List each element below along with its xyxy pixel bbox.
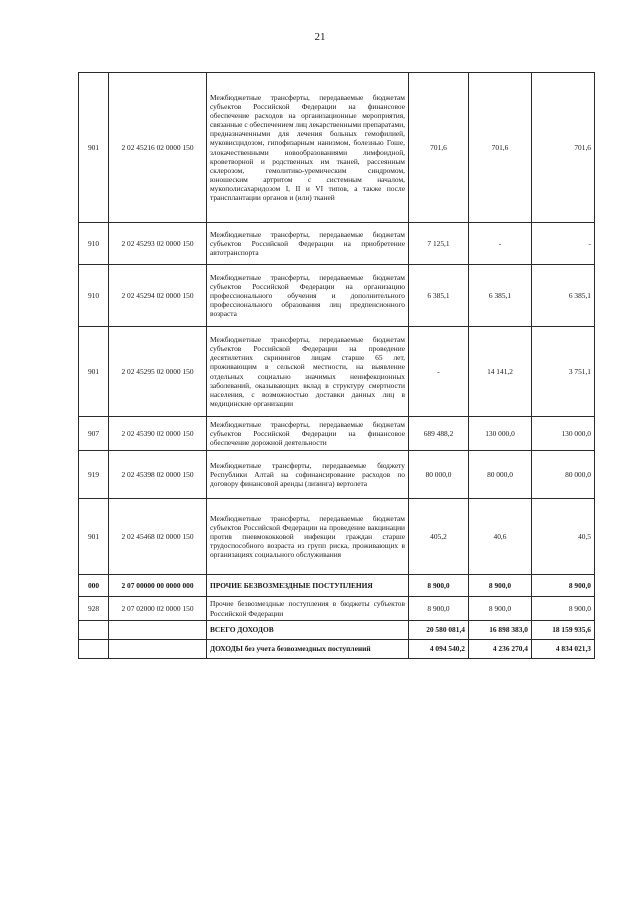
revenue-name-cell: Межбюджетные трансферты, передаваемые бюджетам субъектов Российской Федерации на проведение вакцинации против пневмококковой инфекции граждан старше трудоспособного возраста из групп риска, проживающих в организациях социального обслуживания [207, 499, 409, 575]
amount-year-3-cell: 3 751,1 [532, 327, 595, 417]
amount-year-2-cell: 8 900,0 [469, 575, 532, 597]
amount-year-2-cell: 14 141,2 [469, 327, 532, 417]
admin-code-cell: 919 [79, 451, 109, 499]
amount-year-3-cell: 40,5 [532, 499, 595, 575]
admin-code-cell: 901 [79, 499, 109, 575]
amount-year-3-cell: 6 385,1 [532, 265, 595, 327]
budget-classification-code-cell: 2 02 45293 02 0000 150 [109, 223, 207, 265]
admin-code-cell: 901 [79, 327, 109, 417]
amount-year-3-cell: 8 900,0 [532, 575, 595, 597]
budget-classification-code-cell: 2 02 45398 02 0000 150 [109, 451, 207, 499]
table-row [79, 451, 595, 499]
amount-year-2-cell: 16 898 383,0 [469, 621, 532, 640]
amount-year-2-cell: 6 385,1 [469, 265, 532, 327]
table-row [79, 575, 595, 597]
budget-classification-code-cell [109, 640, 207, 659]
table-row [79, 223, 595, 265]
amount-year-2-cell: 701,6 [469, 73, 532, 223]
revenue-name-cell: Межбюджетные трансферты, передаваемые бюджетам субъектов Российской Федерации на проведение десятилетних скринингов лицам старше 65 лет, проживающим в сельской местности, на выявление отдельных социально значимых неинфекционных заболеваний, оказывающих вклад в структуру смертности населения, с возможностью доставки данных лиц в медицинские организации [207, 327, 409, 417]
admin-code-cell: 000 [79, 575, 109, 597]
amount-year-1-cell: 701,6 [409, 73, 469, 223]
amount-year-1-cell: 7 125,1 [409, 223, 469, 265]
revenue-name-cell: Межбюджетные трансферты, передаваемые бюджетам субъектов Российской Федерации на организацию профессионального обучения и дополнительного профессионального образования лиц предпенсионного возраста [207, 265, 409, 327]
amount-year-2-cell: 130 000,0 [469, 417, 532, 451]
admin-code-cell: 910 [79, 265, 109, 327]
amount-year-1-cell: 6 385,1 [409, 265, 469, 327]
admin-code-cell: 907 [79, 417, 109, 451]
amount-year-1-cell: 8 900,0 [409, 597, 469, 621]
budget-classification-code-cell: 2 02 45390 02 0000 150 [109, 417, 207, 451]
amount-year-3-cell: 701,6 [532, 73, 595, 223]
admin-code-cell [79, 640, 109, 659]
amount-year-1-cell: 4 094 540,2 [409, 640, 469, 659]
amount-year-2-cell: 40,6 [469, 499, 532, 575]
amount-year-3-cell: 8 900,0 [532, 597, 595, 621]
revenue-name-cell: Межбюджетные трансферты, передаваемые бюджетам субъектов Российской Федерации на финансовое обеспечение дорожной деятельности [207, 417, 409, 451]
amount-year-3-cell: 80 000,0 [532, 451, 595, 499]
amount-year-3-cell: - [532, 223, 595, 265]
amount-year-2-cell: 80 000,0 [469, 451, 532, 499]
budget-classification-code-cell: 2 07 02000 02 0000 150 [109, 597, 207, 621]
revenue-name-cell: Межбюджетные трансферты, передаваемые бюджетам субъектов Российской Федерации на приобретение автотранспорта [207, 223, 409, 265]
amount-year-2-cell: - [469, 223, 532, 265]
amount-year-3-cell: 4 834 021,3 [532, 640, 595, 659]
revenue-name-cell: Межбюджетные трансферты, передаваемые бюджету Республики Алтай на софинансирование расходов по договору финансовой аренды (лизинга) вертолета [207, 451, 409, 499]
amount-year-2-cell: 8 900,0 [469, 597, 532, 621]
table-row [79, 640, 595, 659]
budget-classification-code-cell: 2 02 45294 02 0000 150 [109, 265, 207, 327]
amount-year-1-cell: 20 580 081,4 [409, 621, 469, 640]
amount-year-1-cell: 80 000,0 [409, 451, 469, 499]
table-row [79, 417, 595, 451]
table-row [79, 621, 595, 640]
table-row [79, 597, 595, 621]
budget-classification-code-cell: 2 02 45295 02 0000 150 [109, 327, 207, 417]
table-row [79, 265, 595, 327]
revenue-name-cell: Межбюджетные трансферты, передаваемые бюджетам субъектов Российской Федерации на финансовое обеспечение расходов на организационные мероприятия, связанные с обеспечением лиц лекарственными препаратами, предназначенными для лечения больных гемофилией, муковисцидозом, гипофизарным нанизмом, болезнью Гоше, злокачественными новообразованиями лимфоидной, кроветворной и родственных им тканей, рассеянным склерозом, гемолитико-уремическим синдромом, юношеским артритом с системным началом, мукополисахаридозом I, II и VI типов, а также после трансплантации органов и (или) тканей [207, 73, 409, 223]
admin-code-cell: 928 [79, 597, 109, 621]
page-number: 21 [314, 31, 326, 43]
amount-year-3-cell: 18 159 935,6 [532, 621, 595, 640]
amount-year-1-cell: 8 900,0 [409, 575, 469, 597]
revenue-name-cell: Прочие безвозмездные поступления в бюджеты субъектов Российской Федерации [207, 597, 409, 621]
table-row [79, 499, 595, 575]
amount-year-3-cell: 130 000,0 [532, 417, 595, 451]
budget-classification-code-cell [109, 621, 207, 640]
revenue-name-cell: ДОХОДЫ без учета безвозмездных поступлений [207, 640, 409, 659]
revenue-name-cell: ВСЕГО ДОХОДОВ [207, 621, 409, 640]
amount-year-1-cell: - [409, 327, 469, 417]
budget-classification-code-cell: 2 02 45216 02 0000 150 [109, 73, 207, 223]
table-row [79, 327, 595, 417]
revenue-table [78, 72, 595, 659]
admin-code-cell: 901 [79, 73, 109, 223]
amount-year-2-cell: 4 236 270,4 [469, 640, 532, 659]
revenue-name-cell: ПРОЧИЕ БЕЗВОЗМЕЗДНЫЕ ПОСТУПЛЕНИЯ [207, 575, 409, 597]
amount-year-1-cell: 689 488,2 [409, 417, 469, 451]
amount-year-1-cell: 405,2 [409, 499, 469, 575]
admin-code-cell [79, 621, 109, 640]
table-row [79, 73, 595, 223]
budget-classification-code-cell: 2 07 00000 00 0000 000 [109, 575, 207, 597]
admin-code-cell: 910 [79, 223, 109, 265]
budget-classification-code-cell: 2 02 45468 02 0000 150 [109, 499, 207, 575]
